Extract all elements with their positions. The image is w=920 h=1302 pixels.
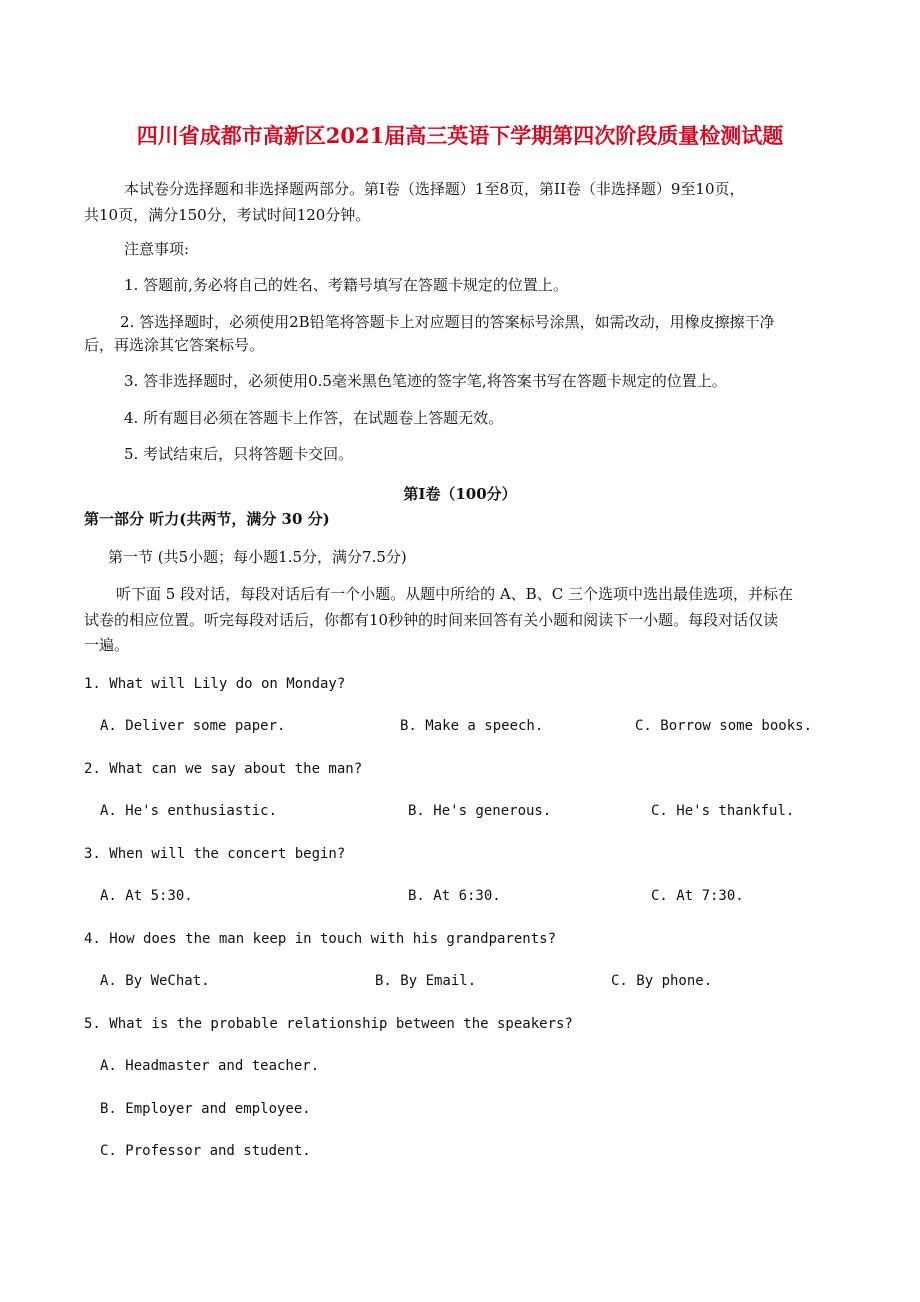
- question-2-option-a: A. He's enthusiastic.: [100, 803, 278, 819]
- part1-heading: 第一部分 听力(共两节，满分 30 分): [84, 510, 330, 528]
- question-2: 2. What can we say about the man?: [84, 761, 363, 777]
- instructions-line-3: 一遍。: [84, 636, 130, 654]
- volume-heading: 第Ⅰ卷（100分）: [403, 485, 517, 503]
- question-5-option-b: B. Employer and employee.: [100, 1101, 311, 1117]
- notice-item-2-line-2: 后，再选涂其它答案标号。: [84, 336, 265, 354]
- notice-heading: 注意事项:: [124, 240, 190, 258]
- question-3-option-b: B. At 6:30.: [408, 888, 501, 904]
- question-1: 1. What will Lily do on Monday?: [84, 676, 346, 692]
- question-2-option-c: C. He's thankful.: [651, 803, 795, 819]
- section1-heading: 第一节 (共5小题；每小题1.5分，满分7.5分): [108, 548, 407, 566]
- notice-item-5: 5. 考试结束后，只将答题卡交回。: [124, 445, 354, 463]
- question-1-option-c: C. Borrow some books.: [635, 718, 813, 734]
- notice-item-2-line-1: 2. 答选择题时，必须使用2B铅笔将答题卡上对应题目的答案标号涂黑，如需改动，用橡皮擦擦干净: [120, 313, 775, 331]
- question-3-option-c: C. At 7:30.: [651, 888, 744, 904]
- intro-line-1: 本试卷分选择题和非选择题两部分。第Ⅰ卷（选择题）1至8页，第II卷（非选择题）9至10页，: [124, 180, 745, 198]
- question-1-option-a: A. Deliver some paper.: [100, 718, 286, 734]
- instructions-line-1: 听下面 5 段对话，每段对话后有一个小题。从题中所给的 A、B、C 三个选项中选出最佳选项，并标在: [116, 585, 793, 603]
- question-4-option-c: C. By phone.: [611, 973, 713, 989]
- question-3-option-a: A. At 5:30.: [100, 888, 193, 904]
- notice-item-3: 3. 答非选择题时，必须使用0.5毫米黑色笔迹的签字笔,将答案书写在答题卡规定的位置上。: [124, 372, 727, 390]
- question-5-option-c: C. Professor and student.: [100, 1143, 311, 1159]
- exam-title: 四川省成都市高新区2021届高三英语下学期第四次阶段质量检测试题: [136, 123, 784, 148]
- instructions-line-2: 试卷的相应位置。听完每段对话后，你都有10秒钟的时间来回答有关小题和阅读下一小题。每段对话仅读: [84, 611, 779, 629]
- question-3: 3. When will the concert begin?: [84, 846, 346, 862]
- notice-item-1: 1. 答题前,务必将自己的姓名、考籍号填写在答题卡规定的位置上。: [124, 276, 568, 294]
- question-5-option-a: A. Headmaster and teacher.: [100, 1058, 320, 1074]
- question-5: 5. What is the probable relationship between the speakers?: [84, 1016, 573, 1032]
- question-4: 4. How does the man keep in touch with his grandparents?: [84, 931, 557, 947]
- question-1-option-b: B. Make a speech.: [400, 718, 544, 734]
- question-4-option-a: A. By WeChat.: [100, 973, 210, 989]
- intro-line-2: 共10页，满分150分，考试时间120分钟。: [84, 206, 371, 224]
- question-2-option-b: B. He's generous.: [408, 803, 552, 819]
- question-4-option-b: B. By Email.: [375, 973, 477, 989]
- notice-item-4: 4. 所有题目必须在答题卡上作答，在试题卷上答题无效。: [124, 409, 504, 427]
